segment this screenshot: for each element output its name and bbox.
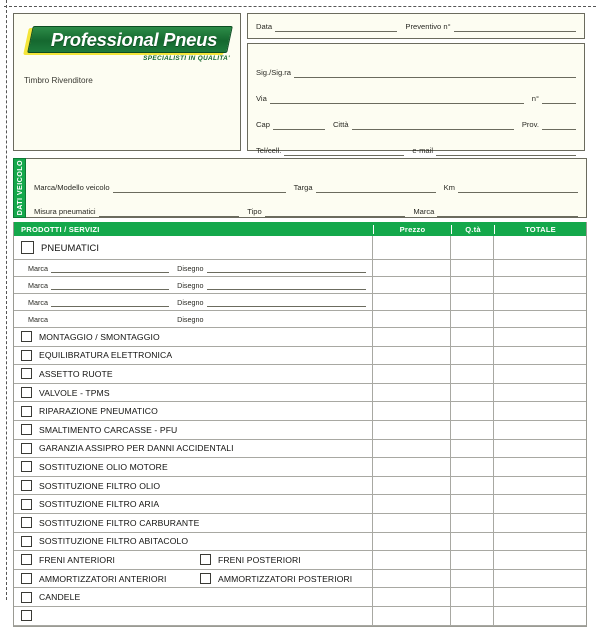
service-label: ASSETTO RUOTE (39, 368, 113, 379)
label-tyre-marca: Marca (28, 263, 48, 273)
date-quote-box (247, 13, 585, 39)
table-row (14, 551, 586, 570)
cell-total[interactable] (494, 294, 586, 310)
cell-qty[interactable] (451, 402, 494, 420)
dealer-stamp-box (13, 13, 241, 151)
cell-qty[interactable] (451, 533, 494, 551)
row-label-cell (14, 277, 373, 293)
input-tel[interactable] (284, 147, 404, 156)
row-label-pneumatici: PNEUMATICI (41, 242, 100, 253)
cell-total[interactable] (494, 570, 586, 588)
checkbox-service-right[interactable] (200, 573, 211, 584)
cell-price[interactable] (373, 533, 451, 551)
header-section (13, 13, 587, 153)
input-tyre-marca[interactable] (51, 315, 169, 324)
cell-total[interactable] (494, 533, 586, 551)
label-prov: Prov. (521, 120, 539, 129)
input-citta[interactable] (352, 121, 514, 130)
table-row (14, 311, 586, 328)
cell-price[interactable] (373, 260, 451, 276)
table-row (14, 294, 586, 311)
checkbox-service[interactable] (21, 424, 32, 435)
cell-total[interactable] (494, 402, 586, 420)
cell-total[interactable] (494, 384, 586, 402)
input-data[interactable] (275, 23, 397, 32)
customer-header-column (247, 13, 585, 155)
row-label-cell (14, 260, 373, 276)
cell-price[interactable] (373, 236, 451, 259)
service-label: SOSTITUZIONE FILTRO OLIO (39, 480, 161, 491)
row-label-cell (14, 477, 373, 495)
cell-price[interactable] (373, 421, 451, 439)
checkbox-service[interactable] (21, 387, 32, 398)
table-row (14, 607, 586, 626)
row-label-cell (14, 607, 373, 625)
brand-logo (24, 26, 230, 62)
cell-price[interactable] (373, 495, 451, 513)
row-label-cell (14, 347, 373, 365)
cell-qty[interactable] (451, 588, 494, 606)
table-row (14, 440, 586, 459)
row-label-cell (14, 365, 373, 383)
checkbox-service[interactable] (21, 406, 32, 417)
service-label: GARANZIA ASSIPRO PER DANNI ACCIDENTALI (39, 443, 234, 454)
cell-total[interactable] (494, 311, 586, 327)
row-label-cell (14, 588, 373, 606)
service-label: RIPARAZIONE PNEUMATICO (39, 406, 158, 417)
input-preventivo[interactable] (454, 23, 576, 32)
row-label-cell (14, 495, 373, 513)
row-label-cell (14, 570, 373, 588)
service-label: SOSTITUZIONE FILTRO ARIA (39, 499, 160, 510)
label-tyre-marca: Marca (28, 280, 48, 290)
input-targa[interactable] (316, 184, 436, 193)
checkbox-service[interactable] (21, 480, 32, 491)
label-preventivo: Preventivo n° (405, 21, 451, 31)
row-label-cell (14, 533, 373, 551)
cell-qty[interactable] (451, 311, 494, 327)
row-label-cell (14, 514, 373, 532)
row-label-cell (14, 440, 373, 458)
cell-price[interactable] (373, 294, 451, 310)
cell-qty[interactable] (451, 607, 494, 625)
input-marca-modello[interactable] (113, 184, 286, 193)
input-tipo[interactable] (265, 208, 406, 217)
perforation-line-top (4, 6, 596, 7)
cell-total[interactable] (494, 347, 586, 365)
table-row (14, 277, 586, 294)
cell-price[interactable] (373, 347, 451, 365)
cell-qty[interactable] (451, 260, 494, 276)
row-label-cell (14, 458, 373, 476)
cell-price[interactable] (373, 402, 451, 420)
cell-qty[interactable] (451, 365, 494, 383)
checkbox-service-left[interactable] (21, 554, 32, 565)
input-tyre-disegno[interactable] (207, 298, 367, 307)
label-tyre-disegno: Disegno (177, 263, 204, 273)
input-tyre-disegno[interactable] (207, 315, 367, 324)
cell-total[interactable] (494, 551, 586, 569)
row-label-cell (14, 421, 373, 439)
row-label-cell (14, 294, 373, 310)
input-tyre-marca[interactable] (51, 298, 169, 307)
cell-price[interactable] (373, 607, 451, 625)
cell-qty[interactable] (451, 551, 494, 569)
cell-total[interactable] (494, 328, 586, 346)
label-targa: Targa (293, 183, 313, 192)
service-label-right: AMMORTIZZATORI POSTERIORI (218, 573, 353, 584)
row-label-cell (14, 551, 373, 569)
cell-price[interactable] (373, 277, 451, 293)
label-numero: n° (531, 94, 539, 103)
column-header-price: Prezzo (373, 225, 451, 234)
cell-total[interactable] (494, 365, 586, 383)
table-header-row (14, 222, 586, 236)
cell-price[interactable] (373, 440, 451, 458)
table-row (14, 347, 586, 366)
row-label-cell (14, 402, 373, 420)
cell-price[interactable] (373, 311, 451, 327)
table-row (14, 236, 586, 260)
cell-total[interactable] (494, 477, 586, 495)
table-row (14, 495, 586, 514)
label-misura-pneumatici: Misura pneumatici (34, 207, 96, 216)
checkbox-service[interactable] (21, 461, 32, 472)
service-label: CANDELE (39, 592, 81, 603)
service-label: SMALTIMENTO CARCASSE - PFU (39, 424, 178, 435)
checkbox-service[interactable] (21, 536, 32, 547)
input-tyre-marca[interactable] (51, 264, 169, 273)
input-numero[interactable] (542, 95, 576, 104)
table-row (14, 570, 586, 589)
label-tyre-disegno: Disegno (177, 297, 204, 307)
cell-qty[interactable] (451, 421, 494, 439)
cell-qty[interactable] (451, 458, 494, 476)
service-label: MONTAGGIO / SMONTAGGIO (39, 331, 160, 342)
cell-qty[interactable] (451, 347, 494, 365)
table-row (14, 260, 586, 277)
vehicle-data-tab (13, 158, 26, 218)
form-page (13, 13, 587, 603)
logo-wordmark: Professional Pneus (50, 29, 218, 50)
cell-qty[interactable] (451, 477, 494, 495)
label-marca: Marca (413, 207, 435, 216)
input-cap[interactable] (273, 121, 325, 130)
cell-qty[interactable] (451, 384, 494, 402)
label-email: e-mail (412, 146, 434, 155)
cell-price[interactable] (373, 514, 451, 532)
logo-tagline: SPECIALISTI IN QUALITA' (143, 55, 230, 62)
label-tyre-marca: Marca (28, 297, 48, 307)
checkbox-service[interactable] (21, 610, 32, 621)
cell-total[interactable] (494, 277, 586, 293)
cell-total[interactable] (494, 260, 586, 276)
vehicle-data-section (13, 158, 587, 218)
table-row (14, 514, 586, 533)
cell-total[interactable] (494, 440, 586, 458)
label-tipo: Tipo (247, 207, 262, 216)
checkbox-service[interactable] (21, 350, 32, 361)
column-header-products: PRODOTTI / SERVIZI (21, 224, 100, 234)
cell-qty[interactable] (451, 570, 494, 588)
cell-price[interactable] (373, 384, 451, 402)
input-marca[interactable] (437, 208, 578, 217)
checkbox-service[interactable] (21, 592, 32, 603)
service-label-right: FRENI POSTERIORI (218, 554, 301, 565)
table-row (14, 402, 586, 421)
label-via: Via (256, 94, 267, 103)
table-row (14, 328, 586, 347)
cell-total[interactable] (494, 421, 586, 439)
service-label: VALVOLE - TPMS (39, 387, 110, 398)
row-label-cell (14, 311, 373, 327)
checkbox-service[interactable] (21, 443, 32, 454)
cell-qty[interactable] (451, 514, 494, 532)
label-tel: Tel/cell. (256, 146, 282, 155)
input-tyre-disegno[interactable] (207, 281, 367, 290)
table-row (14, 384, 586, 403)
table-row (14, 477, 586, 496)
row-label-cell (14, 328, 373, 346)
input-km[interactable] (458, 184, 578, 193)
column-header-total: TOTALE (494, 225, 586, 234)
products-services-table (13, 222, 587, 627)
label-signore: Sig./Sig.ra (256, 68, 292, 77)
cell-qty[interactable] (451, 277, 494, 293)
vehicle-data-tab-label: DATI VEICOLO (15, 160, 24, 216)
input-via[interactable] (270, 95, 524, 104)
cell-qty[interactable] (451, 495, 494, 513)
cell-total[interactable] (494, 514, 586, 532)
label-km: Km (443, 183, 455, 192)
input-prov[interactable] (542, 121, 576, 130)
label-tyre-disegno: Disegno (177, 314, 204, 324)
service-label-left: AMMORTIZZATORI ANTERIORI (39, 573, 167, 584)
cell-price[interactable] (373, 365, 451, 383)
checkbox-service-left[interactable] (21, 573, 32, 584)
cell-total[interactable] (494, 607, 586, 625)
label-cap: Cap (256, 120, 270, 129)
service-label: SOSTITUZIONE FILTRO ABITACOLO (39, 536, 189, 547)
input-email[interactable] (436, 147, 576, 156)
checkbox-pneumatici[interactable] (21, 241, 34, 254)
table-row (14, 588, 586, 607)
column-header-qty: Q.tà (451, 225, 494, 234)
input-tyre-disegno[interactable] (207, 264, 367, 273)
dealer-stamp-label: Timbro Rivenditore (24, 76, 93, 85)
row-label-cell (14, 384, 373, 402)
service-label-left: FRENI ANTERIORI (39, 554, 115, 565)
row-label-cell (14, 236, 373, 259)
checkbox-service-right[interactable] (200, 554, 211, 565)
customer-address-box (247, 43, 585, 155)
label-data: Data (256, 21, 273, 31)
cell-price[interactable] (373, 588, 451, 606)
label-citta: Città (332, 120, 349, 129)
service-label: SOSTITUZIONE FILTRO CARBURANTE (39, 517, 200, 528)
table-row (14, 458, 586, 477)
checkbox-service[interactable] (21, 499, 32, 510)
input-misura-pneumatici[interactable] (99, 208, 240, 217)
checkbox-service[interactable] (21, 331, 32, 342)
cell-qty[interactable] (451, 294, 494, 310)
cell-price[interactable] (373, 328, 451, 346)
cell-qty[interactable] (451, 328, 494, 346)
cell-total[interactable] (494, 458, 586, 476)
table-row (14, 365, 586, 384)
service-label: SOSTITUZIONE OLIO MOTORE (39, 461, 168, 472)
input-tyre-marca[interactable] (51, 281, 169, 290)
vehicle-data-box (26, 158, 587, 218)
cell-qty[interactable] (451, 236, 494, 259)
perforation-line-left (6, 0, 7, 600)
label-tyre-marca: Marca (28, 314, 48, 324)
input-signore[interactable] (294, 69, 576, 78)
cell-price[interactable] (373, 458, 451, 476)
cell-total[interactable] (494, 495, 586, 513)
label-marca-modello: Marca/Modello veicolo (34, 183, 110, 192)
table-row (14, 533, 586, 552)
service-label: EQUILIBRATURA ELETTRONICA (39, 350, 173, 361)
checkbox-service[interactable] (21, 517, 32, 528)
cell-total[interactable] (494, 588, 586, 606)
cell-total[interactable] (494, 236, 586, 259)
cell-qty[interactable] (451, 440, 494, 458)
cell-price[interactable] (373, 477, 451, 495)
label-tyre-disegno: Disegno (177, 280, 204, 290)
cell-price[interactable] (373, 551, 451, 569)
checkbox-service[interactable] (21, 368, 32, 379)
table-row (14, 421, 586, 440)
cell-price[interactable] (373, 570, 451, 588)
